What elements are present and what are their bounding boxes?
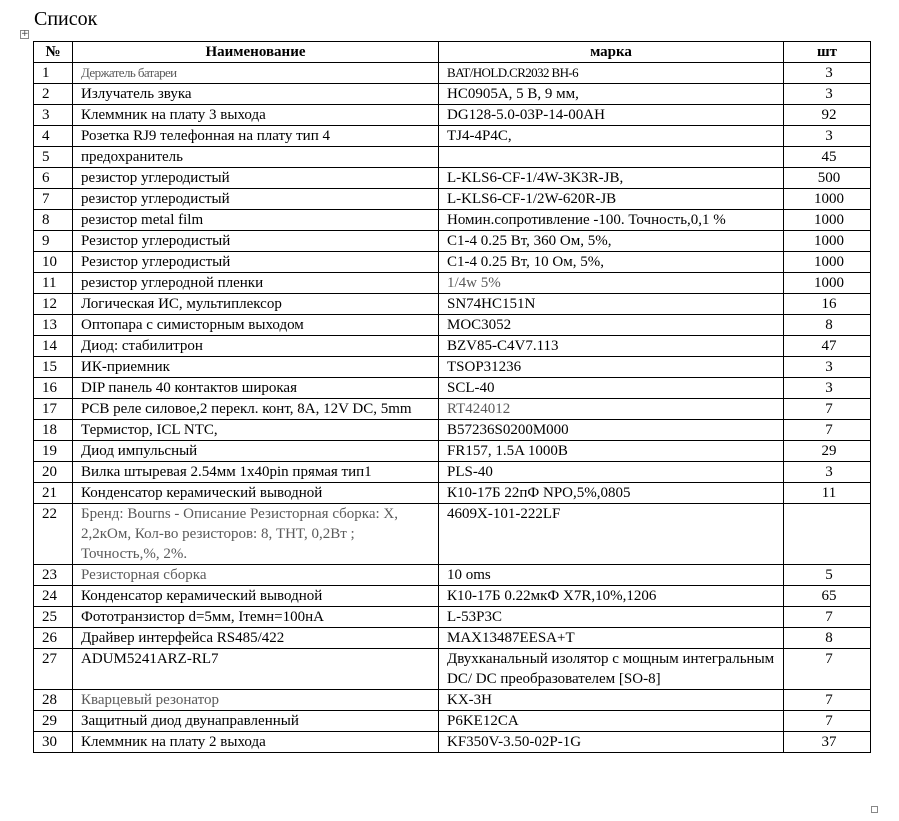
- row-number: [34, 126, 73, 147]
- row-mark: [439, 399, 784, 420]
- header-name: Наименование: [73, 42, 439, 63]
- table-row: [34, 336, 871, 357]
- row-name: [73, 607, 439, 628]
- row-qty: [784, 462, 871, 483]
- row-mark-text: 10 oms: [447, 567, 491, 583]
- row-number: [34, 732, 73, 753]
- row-mark-text: DG128-5.0-03P-14-00AH: [447, 107, 605, 123]
- table-row: [34, 649, 871, 690]
- header-qty: шт: [784, 42, 871, 63]
- row-mark: [439, 586, 784, 607]
- row-qty-text: 7: [825, 401, 833, 417]
- row-mark: [439, 565, 784, 586]
- row-qty-text: 1000: [814, 191, 844, 207]
- row-mark: [439, 252, 784, 273]
- row-number: [34, 483, 73, 504]
- table-row: [34, 483, 871, 504]
- row-number-text: 13: [42, 317, 57, 333]
- row-number: [34, 273, 73, 294]
- row-name-text: Вилка штыревая 2.54мм 1х40pin прямая тип1: [81, 464, 372, 480]
- row-number: [34, 441, 73, 462]
- row-mark-text: С1-4 0.25 Вт, 360 Ом, 5%,: [447, 233, 612, 249]
- row-mark: [439, 441, 784, 462]
- row-mark-text: HC0905A, 5 B, 9 мм,: [447, 86, 579, 102]
- row-name-text: Диод импульсный: [81, 443, 198, 459]
- table-body: [34, 63, 871, 753]
- row-qty: [784, 126, 871, 147]
- row-number-text: 21: [42, 485, 57, 501]
- row-number: [34, 336, 73, 357]
- row-mark-text: TJ4-4P4C,: [447, 128, 512, 144]
- row-number: [34, 63, 73, 84]
- row-name: [73, 357, 439, 378]
- row-mark-text: L-KLS6-CF-1/4W-3K3R-JB,: [447, 170, 624, 186]
- row-qty: [784, 586, 871, 607]
- row-qty: [784, 357, 871, 378]
- row-number-text: 16: [42, 380, 57, 396]
- row-name: [73, 732, 439, 753]
- row-number-text: 11: [42, 275, 57, 291]
- row-qty-text: 47: [821, 338, 837, 354]
- row-number-text: 20: [42, 464, 57, 480]
- row-qty: [784, 84, 871, 105]
- row-qty: [784, 378, 871, 399]
- row-mark-text: С1-4 0.25 Вт, 10 Ом, 5%,: [447, 254, 605, 270]
- row-qty: [784, 607, 871, 628]
- table-row: [34, 105, 871, 126]
- row-name: [73, 378, 439, 399]
- row-name-text: Розетка RJ9 телефонная на плату тип 4: [81, 128, 330, 144]
- row-qty-text: 3: [825, 128, 833, 144]
- row-name-text: Логическая ИС, мультиплексор: [81, 296, 282, 312]
- row-qty-text: 7: [825, 692, 833, 708]
- row-qty: [784, 628, 871, 649]
- row-number: [34, 294, 73, 315]
- row-name-text: Клеммник на плату 2 выхода: [81, 734, 266, 750]
- row-name-text: Резистор углеродистый: [81, 254, 231, 270]
- row-name-text: резистор углеродной пленки: [81, 275, 264, 291]
- row-qty-text: 11: [821, 485, 837, 501]
- row-qty: [784, 565, 871, 586]
- row-number-text: 17: [42, 401, 57, 417]
- row-number: [34, 252, 73, 273]
- row-mark: [439, 168, 784, 189]
- row-mark: [439, 420, 784, 441]
- row-mark: [439, 336, 784, 357]
- row-name-text: резистор углеродистый: [81, 170, 230, 186]
- row-mark: [439, 732, 784, 753]
- row-qty: [784, 105, 871, 126]
- row-name-text: Оптопара с симисторным выходом: [81, 317, 304, 333]
- table-row: [34, 586, 871, 607]
- row-number-text: 6: [42, 170, 50, 186]
- row-mark: [439, 378, 784, 399]
- table-row: [34, 273, 871, 294]
- row-mark: [439, 63, 784, 84]
- row-qty-text: 45: [821, 149, 837, 165]
- row-name-text: Держатель батареи: [81, 65, 177, 80]
- row-number: [34, 628, 73, 649]
- row-qty-text: 500: [817, 170, 841, 186]
- row-name: [73, 628, 439, 649]
- row-mark-text: P6KE12CA: [447, 713, 519, 729]
- row-number-text: 30: [42, 734, 57, 750]
- row-qty: [784, 711, 871, 732]
- row-mark: [439, 711, 784, 732]
- row-name: [73, 273, 439, 294]
- table-row: [34, 711, 871, 732]
- table-row: [34, 462, 871, 483]
- row-mark: [439, 105, 784, 126]
- row-number-text: 22: [42, 506, 57, 522]
- row-number-text: 19: [42, 443, 57, 459]
- row-qty: [784, 690, 871, 711]
- row-name-text: ADUM5241ARZ-RL7: [81, 651, 219, 667]
- row-name: [73, 147, 439, 168]
- row-mark: [439, 462, 784, 483]
- row-mark: [439, 649, 784, 690]
- table-row: [34, 690, 871, 711]
- table-row: [34, 189, 871, 210]
- table-row: [34, 378, 871, 399]
- row-number-text: 27: [42, 651, 57, 667]
- row-number: [34, 168, 73, 189]
- row-qty: [784, 231, 871, 252]
- row-name: [73, 462, 439, 483]
- row-mark-text: 1/4w 5%: [447, 275, 501, 291]
- row-qty-text: 92: [821, 107, 837, 123]
- row-qty: [784, 504, 871, 565]
- row-number: [34, 586, 73, 607]
- row-mark-text: B57236S0200M000: [447, 422, 569, 438]
- row-name-text: ИК-приемник: [81, 359, 170, 375]
- row-name-text: Диод: стабилитрон: [81, 338, 203, 354]
- row-name-text: Резистор углеродистый: [81, 233, 231, 249]
- row-mark-text: KF350V-3.50-02P-1G: [447, 734, 582, 750]
- row-mark-text: MAX13487EESA+T: [447, 630, 575, 646]
- row-qty: [784, 252, 871, 273]
- row-mark-text: PLS-40: [447, 464, 493, 480]
- table-row: [34, 231, 871, 252]
- row-qty-text: 3: [825, 86, 833, 102]
- row-number: [34, 711, 73, 732]
- table-row: [34, 399, 871, 420]
- row-mark: [439, 628, 784, 649]
- row-qty: [784, 399, 871, 420]
- table-row: [34, 63, 871, 84]
- row-name: [73, 231, 439, 252]
- table-row: [34, 315, 871, 336]
- table-row: [34, 210, 871, 231]
- row-mark: [439, 607, 784, 628]
- row-name: [73, 294, 439, 315]
- row-mark-text: К10-17Б 22пФ NPO,5%,0805: [447, 485, 631, 501]
- row-qty-text: 1000: [814, 254, 844, 270]
- row-name: [73, 399, 439, 420]
- row-mark-text: MOC3052: [447, 317, 512, 333]
- row-name: [73, 483, 439, 504]
- row-number-text: 12: [42, 296, 57, 312]
- row-qty-text: 8: [825, 317, 833, 333]
- row-number-text: 14: [42, 338, 57, 354]
- row-qty: [784, 168, 871, 189]
- row-name-text: PCB реле силовое,2 перекл. конт, 8A, 12V DC, 5mm: [81, 401, 412, 417]
- row-qty-text: 3: [825, 464, 833, 480]
- row-mark: [439, 357, 784, 378]
- row-mark-text: SN74HC151N: [447, 296, 536, 312]
- row-mark: [439, 84, 784, 105]
- row-number-text: 15: [42, 359, 57, 375]
- row-number-text: 1: [42, 65, 50, 81]
- row-name: [73, 504, 439, 565]
- row-qty: [784, 649, 871, 690]
- table-row: [34, 420, 871, 441]
- row-mark-text: L-53P3C: [447, 609, 503, 625]
- row-mark-text: RT424012: [447, 401, 511, 417]
- row-mark: [439, 126, 784, 147]
- row-number-text: 2: [42, 86, 50, 102]
- row-qty: [784, 63, 871, 84]
- row-qty: [784, 273, 871, 294]
- row-mark-text: Номин.сопротивление -100. Точность,0,1 %: [447, 212, 726, 228]
- row-mark-text: L-KLS6-CF-1/2W-620R-JB: [447, 191, 617, 207]
- row-name-text: Конденсатор керамический выводной: [81, 485, 323, 501]
- row-number: [34, 105, 73, 126]
- row-qty: [784, 732, 871, 753]
- row-mark-text: SCL-40: [447, 380, 495, 396]
- row-qty: [784, 420, 871, 441]
- row-name: [73, 63, 439, 84]
- row-qty-text: 7: [825, 713, 833, 729]
- row-number: [34, 231, 73, 252]
- row-qty-text: 5: [825, 567, 833, 583]
- row-name-text: Резисторная сборка: [81, 567, 207, 583]
- table-row: [34, 628, 871, 649]
- row-mark: [439, 315, 784, 336]
- table-row: [34, 294, 871, 315]
- table-row: [34, 732, 871, 753]
- row-name-text: Конденсатор керамический выводной: [81, 588, 323, 604]
- row-name: [73, 336, 439, 357]
- row-number: [34, 399, 73, 420]
- row-number: [34, 357, 73, 378]
- row-mark: [439, 504, 784, 565]
- row-number: [34, 210, 73, 231]
- header-mark: марка: [439, 42, 784, 63]
- row-number-text: 8: [42, 212, 50, 228]
- row-mark-text: FR157, 1.5A 1000B: [447, 443, 568, 459]
- row-mark-text: BAT/HOLD.CR2032 BH-6: [447, 65, 579, 80]
- row-mark: [439, 231, 784, 252]
- table-row: [34, 441, 871, 462]
- row-mark: [439, 189, 784, 210]
- row-number: [34, 649, 73, 690]
- row-name: [73, 210, 439, 231]
- row-mark: [439, 483, 784, 504]
- row-number-text: 29: [42, 713, 57, 729]
- row-number: [34, 690, 73, 711]
- row-qty-text: 7: [825, 609, 833, 625]
- table-resize-handle[interactable]: [871, 806, 878, 813]
- row-name: [73, 690, 439, 711]
- row-name: [73, 565, 439, 586]
- row-name-text: Излучатель звука: [81, 86, 192, 102]
- row-name: [73, 84, 439, 105]
- row-number: [34, 420, 73, 441]
- row-number-text: 9: [42, 233, 50, 249]
- row-qty: [784, 294, 871, 315]
- row-name: [73, 105, 439, 126]
- row-mark-text: 4609X-101-222LF: [447, 506, 561, 522]
- row-number-text: 7: [42, 191, 50, 207]
- row-name-text: DIP панель 40 контактов широкая: [81, 380, 297, 396]
- row-name: [73, 649, 439, 690]
- row-name: [73, 126, 439, 147]
- row-name: [73, 586, 439, 607]
- row-number: [34, 504, 73, 565]
- table-row: [34, 168, 871, 189]
- row-qty-text: 1000: [814, 212, 844, 228]
- table-row: [34, 126, 871, 147]
- table-move-handle-icon[interactable]: +: [21, 29, 29, 39]
- row-qty: [784, 336, 871, 357]
- table-header-row: [34, 42, 871, 63]
- table-row: [34, 607, 871, 628]
- row-number-text: 4: [42, 128, 50, 144]
- row-number: [34, 607, 73, 628]
- row-mark: [439, 210, 784, 231]
- row-mark: [439, 690, 784, 711]
- row-qty-text: 37: [821, 734, 837, 750]
- row-number: [34, 378, 73, 399]
- row-qty: [784, 483, 871, 504]
- row-qty-text: 65: [821, 588, 837, 604]
- row-name-text: предохранитель: [81, 149, 183, 165]
- components-table: [33, 41, 871, 753]
- row-number-text: 3: [42, 107, 50, 123]
- row-number-text: 24: [42, 588, 57, 604]
- row-mark: [439, 294, 784, 315]
- row-name: [73, 711, 439, 732]
- row-name-text: Защитный диод двунаправленный: [81, 713, 299, 729]
- table-row: [34, 357, 871, 378]
- table-row: [34, 84, 871, 105]
- row-name-text: резистор metal film: [81, 212, 204, 228]
- row-mark-text: KX-3H: [447, 692, 492, 708]
- row-qty-text: 16: [821, 296, 837, 312]
- row-number-text: 28: [42, 692, 57, 708]
- row-qty: [784, 210, 871, 231]
- table-row: [34, 252, 871, 273]
- row-number-text: 23: [42, 567, 57, 583]
- row-number: [34, 189, 73, 210]
- table-row: [34, 565, 871, 586]
- row-qty-text: 7: [825, 422, 833, 438]
- document-title: Список: [34, 8, 98, 30]
- header-num: №: [34, 42, 73, 63]
- row-qty-text: 1000: [814, 275, 844, 291]
- row-number: [34, 84, 73, 105]
- row-qty: [784, 147, 871, 168]
- row-mark: [439, 147, 784, 168]
- row-number-text: 26: [42, 630, 57, 646]
- row-number: [34, 565, 73, 586]
- row-name-text: Бренд: Bourns - Описание Резисторная сборка: X, 2,2кОм, Кол-во резисторов: 8, THT, 0,2Вт ; Точность,%, 2%.: [81, 506, 399, 562]
- row-mark-text: TSOP31236: [447, 359, 522, 375]
- row-name: [73, 315, 439, 336]
- row-name: [73, 252, 439, 273]
- row-name: [73, 441, 439, 462]
- row-mark-text: К10-17Б 0.22мкФ X7R,10%,1206: [447, 588, 657, 604]
- row-name-text: резистор углеродистый: [81, 191, 230, 207]
- row-qty-text: 8: [825, 630, 833, 646]
- row-mark-text: BZV85-C4V7.113: [447, 338, 559, 354]
- row-qty-text: 1000: [814, 233, 844, 249]
- row-number: [34, 315, 73, 336]
- row-name: [73, 189, 439, 210]
- row-qty-text: 7: [825, 651, 833, 667]
- row-name: [73, 420, 439, 441]
- row-number-text: 10: [42, 254, 57, 270]
- row-name-text: Кварцевый резонатор: [81, 692, 220, 708]
- row-name-text: Клеммник на плату 3 выхода: [81, 107, 266, 123]
- row-qty-text: 29: [821, 443, 837, 459]
- row-mark-text: Двухканальный изолятор с мощным интегральным DC/ DC преобразователем [SO-8]: [447, 651, 775, 687]
- row-number-text: 18: [42, 422, 57, 438]
- row-mark: [439, 273, 784, 294]
- row-qty: [784, 441, 871, 462]
- row-number-text: 5: [42, 149, 50, 165]
- row-number: [34, 147, 73, 168]
- row-qty: [784, 189, 871, 210]
- row-qty-text: 3: [825, 359, 833, 375]
- row-name: [73, 168, 439, 189]
- row-number: [34, 462, 73, 483]
- table-row: [34, 504, 871, 565]
- row-number-text: 25: [42, 609, 57, 625]
- row-qty-text: 3: [825, 65, 833, 81]
- table-row: [34, 147, 871, 168]
- row-qty: [784, 315, 871, 336]
- row-qty-text: 3: [825, 380, 833, 396]
- row-name-text: Фототранзистор d=5мм, Iтемн=100нА: [81, 609, 324, 625]
- row-name-text: Термистор, ICL NTC,: [81, 422, 218, 438]
- row-name-text: Драйвер интерфейса RS485/422: [81, 630, 285, 646]
